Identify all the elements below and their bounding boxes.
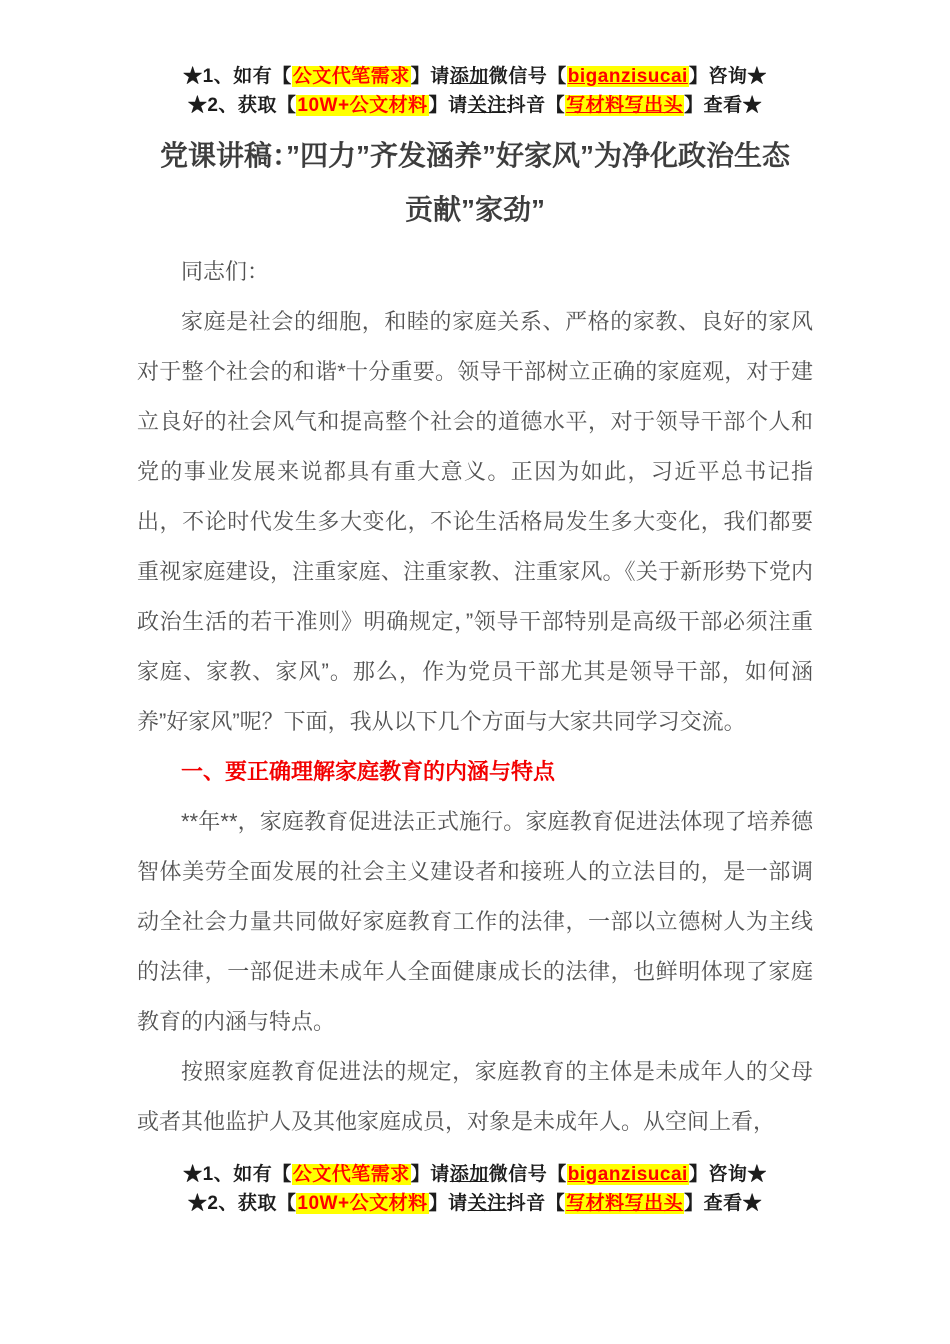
promo-header-line-1 <box>0 62 950 91</box>
paragraph-law-subjects: 按照家庭教育促进法的规定，家庭教育的主体是未成年人的父母或者其他监护人及其他家庭成员，对象是未成年人。从空间上看， <box>137 1059 813 1134</box>
promo-douyin-id: 写材料写出头 <box>566 95 684 116</box>
page-title-line-2: 贡献”家劲” <box>404 194 545 225</box>
section-heading-1: 一、要正确理解家庭教育的内涵与特点 <box>181 759 556 784</box>
page-title <box>95 129 855 237</box>
promo-footer-line-2 <box>0 1189 950 1218</box>
promo-text: ★2、获取【 <box>187 95 297 116</box>
promo-link-follow: 关注 <box>467 1193 507 1214</box>
promo-text: 】请 <box>410 1164 450 1185</box>
promo-link-follow: 关注 <box>467 95 507 116</box>
promo-text: 微信号【 <box>488 66 567 87</box>
promo-wechat-id: biganzisucai <box>567 66 688 87</box>
promo-text: 】查看★ <box>684 1193 763 1214</box>
promo-link-add: 添加 <box>449 66 489 87</box>
paragraph-intro: 家庭是社会的细胞，和睦的家庭关系、严格的家教、良好的家风对于整个社会的和谐*十分重要。领导干部树立正确的家庭观，对于建立良好的社会风气和提高整个社会的道德水平，对于领导干部个人和党的事业发展来说都具有重大意义。正因为如此，习近平总书记指出，不论时代发生多大变化，不论生活格局发生多大变化，我们都要重视家庭建设，注重家庭、注重家教、注重家风。《关于新形势下党内政治生活的若干准则》明确规定，”领导干部特别是高级干部必须注重家庭、家教、家风”。那么，作为党员干部尤其是领导干部，如何涵养”好家风”呢？下面，我从以下几个方面与大家共同学习交流。 <box>137 309 813 734</box>
promo-text: ★1、如有【 <box>183 66 292 87</box>
promo-text: 】咨询★ <box>688 66 767 87</box>
page-title-line-1: 党课讲稿：”四力”齐发涵养”好家风”为净化政治生态 <box>159 140 790 171</box>
paragraph-greeting: 同志们： <box>181 259 270 284</box>
promo-highlight-materials: 10W+公文材料 <box>297 1193 428 1214</box>
promo-text: 】咨询★ <box>688 1164 767 1185</box>
promo-highlight-writing-service: 公文代笔需求 <box>292 66 410 87</box>
promo-footer-line-1 <box>0 1160 950 1189</box>
promo-link-add: 添加 <box>449 1164 489 1185</box>
promo-highlight-writing-service: 公文代笔需求 <box>292 1164 410 1185</box>
promo-header-line-2 <box>0 91 950 120</box>
promo-highlight-materials: 10W+公文材料 <box>297 95 428 116</box>
promo-text: ★1、如有【 <box>183 1164 292 1185</box>
document-body <box>137 247 813 1147</box>
promo-text: 微信号【 <box>488 1164 567 1185</box>
promo-wechat-id: biganzisucai <box>567 1164 688 1185</box>
promo-text: 】查看★ <box>684 95 763 116</box>
promo-text: 】请 <box>410 66 450 87</box>
promo-text: ★2、获取【 <box>187 1193 297 1214</box>
promo-text: 】请 <box>428 1193 468 1214</box>
promo-douyin-id: 写材料写出头 <box>566 1193 684 1214</box>
promo-header <box>0 0 950 120</box>
paragraph-law-overview: **年**，家庭教育促进法正式施行。家庭教育促进法体现了培养德智体美劳全面发展的社会主义建设者和接班人的立法目的，是一部调动全社会力量共同做好家庭教育工作的法律，一部以立德树人为主线的法律，一部促进未成年人全面健康成长的法律，也鲜明体现了家庭教育的内涵与特点。 <box>137 809 813 1034</box>
promo-text: 抖音【 <box>506 95 566 116</box>
promo-text: 】请 <box>428 95 468 116</box>
promo-footer <box>0 1160 950 1218</box>
promo-text: 抖音【 <box>506 1193 566 1214</box>
